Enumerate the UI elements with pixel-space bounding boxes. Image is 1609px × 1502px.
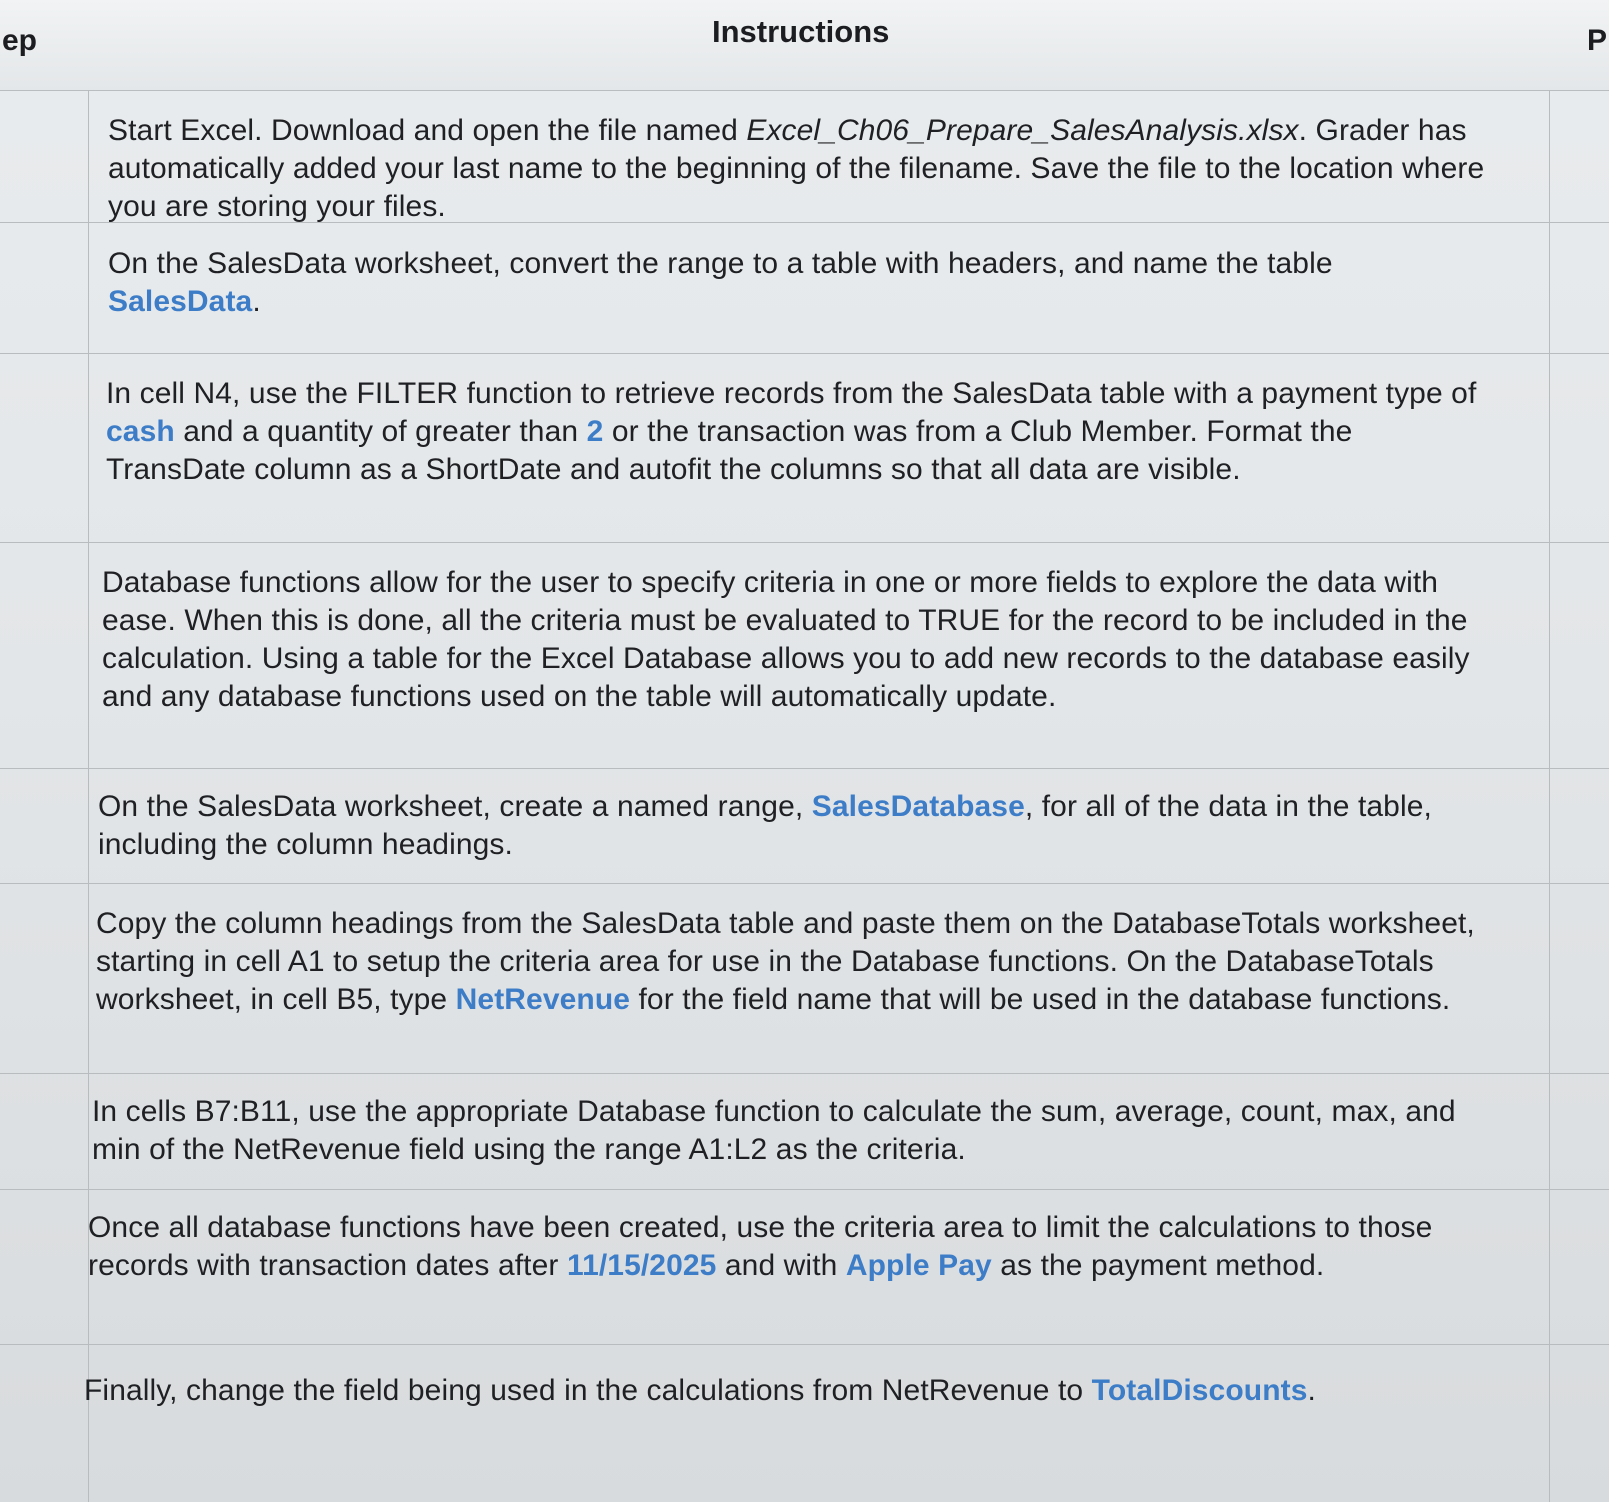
instruction-row-7: [0, 1073, 1609, 1190]
points-column-header: P: [1586, 24, 1607, 57]
instructions-header: [0, 0, 1609, 91]
instruction-text-5: [98, 788, 1493, 864]
instructions-title: Instructions: [712, 14, 890, 49]
instruction-row-5: [0, 768, 1609, 884]
instruction-9-end: .: [1307, 1374, 1316, 1407]
instruction-6-body-a: Copy the column headings from the SalesData table and paste them on the DatabaseTotals worksheet, starting in cell A1 to setup the criteria area for use in the Database functions. On the DatabaseTotals worksheet, in cell B5, type: [96, 907, 1475, 1016]
instruction-2-table-name: SalesData: [108, 285, 253, 318]
instruction-text-3: [106, 375, 1491, 489]
instruction-1-body: . Grader has automatically added your last name to the beginning of the filename. Save the file to the location where you are storing your files.: [108, 114, 1485, 223]
instruction-8-body-a: Once all database functions have been created, use the criteria area to limit the calculations to those records with transaction dates after: [88, 1211, 1433, 1282]
instruction-1-intro: Start Excel. Download and open the file named: [108, 114, 747, 147]
instruction-text-7: [92, 1093, 1497, 1169]
instruction-row-9: [0, 1344, 1609, 1502]
instruction-6-body-b: for the field name that will be used in the database functions.: [630, 983, 1451, 1016]
instruction-text-2: [108, 245, 1493, 321]
instruction-text-4: [102, 564, 1497, 716]
instruction-8-payment-method: Apple Pay: [845, 1249, 992, 1282]
instruction-3-body-a: In cell N4, use the FILTER function to retrieve records from the SalesData table with a payment type of: [106, 377, 1477, 410]
instruction-5-body-a: On the SalesData worksheet, create a named range,: [98, 790, 812, 823]
instruction-3-body-c: or the transaction was from a Club Member. Format the TransDate column as a ShortDate and autofit the columns so that all data are visible.: [106, 415, 1353, 486]
instruction-5-range-name: SalesDatabase: [811, 790, 1025, 823]
instruction-text-9: [84, 1372, 1529, 1410]
instruction-8-body-c: as the payment method.: [991, 1249, 1325, 1282]
instruction-text-8: [88, 1209, 1528, 1285]
instructions-table: [0, 90, 1609, 1502]
instruction-3-body-b: and a quantity of greater than: [174, 415, 587, 448]
instruction-row-6: [0, 883, 1609, 1074]
instruction-8-body-b: and with: [716, 1249, 846, 1282]
instruction-row-2: [0, 222, 1609, 354]
instruction-3-quantity: 2: [586, 415, 604, 448]
instruction-5-body-b: , for all of the data in the table, including the column headings.: [98, 790, 1432, 861]
instruction-text-6: [96, 905, 1501, 1019]
instruction-text-1: [108, 112, 1493, 226]
instruction-4-body: Database functions allow for the user to specify criteria in one or more fields to explore the data with ease. When this is done, all the criteria must be evaluated to TRUE for the record to be included in the calculation. Using a table for the Excel Database allows you to add new records to the database easily and any database functions used on the table will automatically update.: [102, 566, 1470, 713]
instruction-6-field-name: NetRevenue: [455, 983, 631, 1016]
instruction-8-date: 11/15/2025: [566, 1249, 717, 1282]
instruction-row-8: [0, 1189, 1609, 1345]
instruction-9-field-name: TotalDiscounts: [1091, 1374, 1308, 1407]
instruction-3-payment-type: cash: [106, 415, 175, 448]
instruction-row-1: [0, 90, 1609, 223]
instruction-1-filename: Excel_Ch06_Prepare_SalesAnalysis.xlsx: [746, 114, 1299, 147]
instruction-2-body: On the SalesData worksheet, convert the range to a table with headers, and name the table: [108, 247, 1333, 280]
step-column-header: ep: [2, 24, 38, 57]
instruction-2-end: .: [252, 285, 261, 318]
instruction-7-body: In cells B7:B11, use the appropriate Database function to calculate the sum, average, count, max, and min of the NetRevenue field using the range A1:L2 as the criteria.: [92, 1095, 1456, 1166]
instruction-9-body: Finally, change the field being used in the calculations from NetRevenue to: [84, 1374, 1092, 1407]
instruction-row-4: [0, 542, 1609, 769]
instruction-row-3: [0, 353, 1609, 543]
